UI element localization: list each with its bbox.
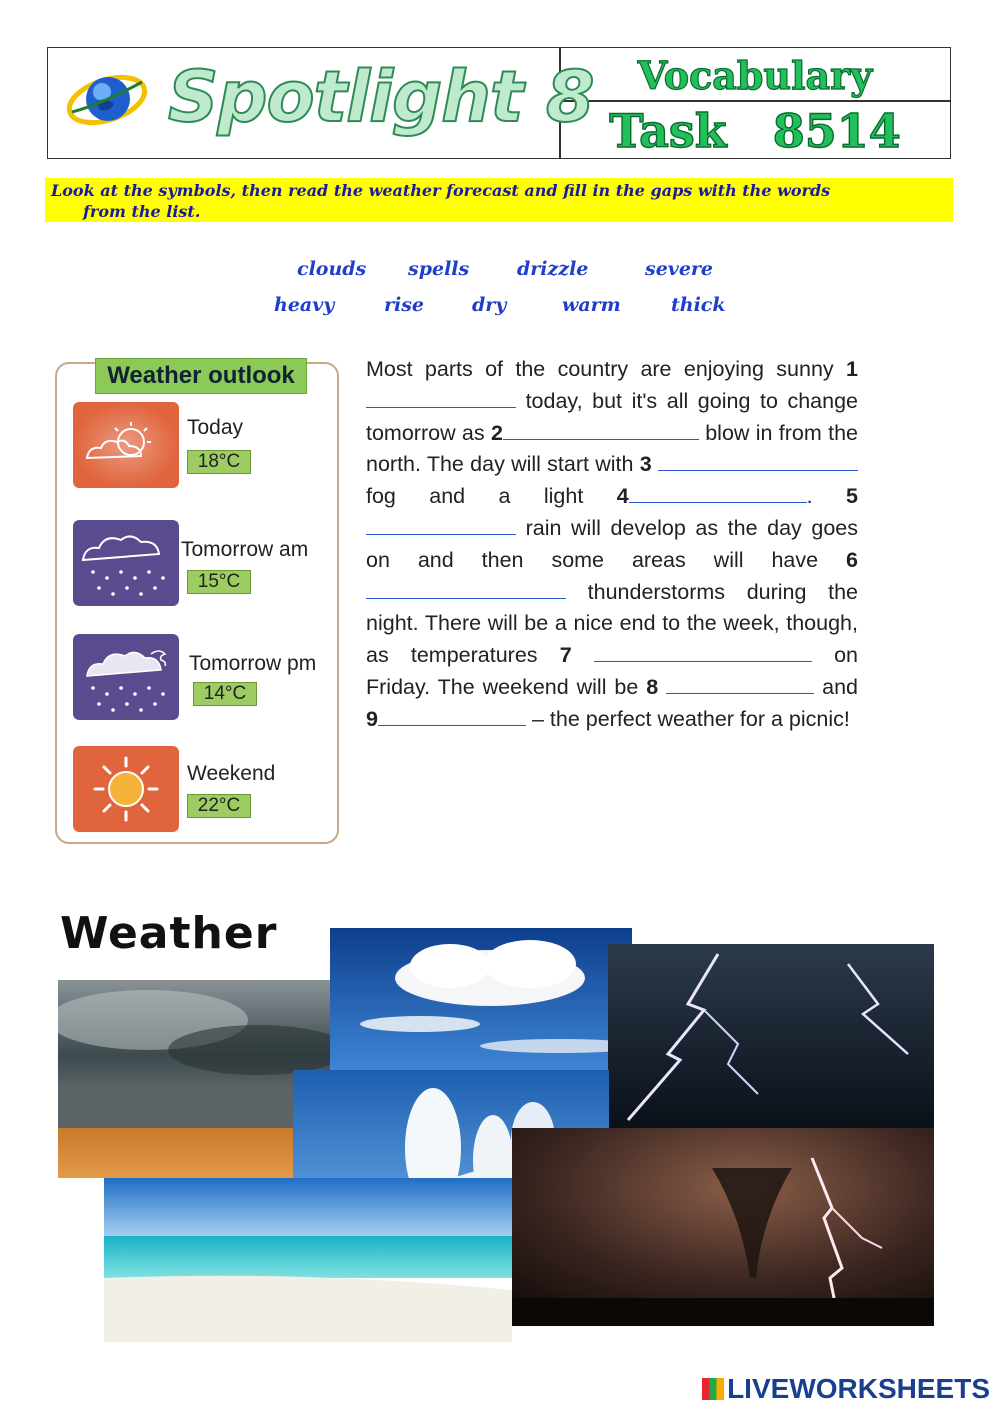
- weather-outlook-panel: [55, 362, 339, 844]
- sun-icon: [73, 746, 179, 832]
- gap-number-9: 9: [366, 706, 378, 731]
- task-title: [559, 101, 951, 159]
- gap-number-5: 5: [846, 484, 858, 509]
- forecast-paragraph: [366, 354, 858, 736]
- gap-4-input[interactable]: [629, 482, 807, 503]
- word-clouds: clouds: [297, 258, 367, 280]
- gap-number-1: 1: [846, 357, 859, 381]
- header-table: [47, 47, 951, 159]
- forecast-text-9: and: [822, 674, 858, 699]
- subject-title: Vocabulary: [637, 53, 873, 98]
- word-warm: warm: [562, 294, 621, 316]
- forecast-text-7: thunderstorms during the night. There will be a nice end to the week, though, as temperatures: [366, 579, 858, 668]
- globe-logo-icon: [66, 68, 148, 132]
- gap-number-3: 3: [639, 452, 652, 477]
- forecast-text-5: .: [806, 484, 813, 509]
- temp-badge-tomorrow-pm: 14°C: [193, 682, 257, 706]
- forecast-text-4: fog and a light: [366, 484, 584, 509]
- word-drizzle: drizzle: [517, 258, 589, 280]
- day-label-tomorrow-pm: Tomorrow pm: [189, 652, 317, 675]
- day-label-today: Today: [187, 416, 244, 439]
- instruction-line-1: Look at the symbols, then read the weather forecast and fill in the gaps with the words: [51, 181, 831, 200]
- forecast-text-2: today, but it's all going to change tomorrow as: [366, 388, 859, 445]
- gap-2-input[interactable]: [503, 419, 699, 440]
- gap-3-input[interactable]: [658, 450, 858, 471]
- temp-badge-today: 18°C: [187, 450, 251, 474]
- outlook-title: Weather outlook: [95, 358, 307, 394]
- gap-number-6: 6: [846, 547, 858, 572]
- rain-cloud-icon: [73, 520, 179, 606]
- word-heavy: heavy: [274, 294, 335, 316]
- gap-5-input[interactable]: [366, 514, 516, 535]
- forecast-text-10: – the perfect weather for a picnic!: [531, 706, 850, 731]
- task-label: Task: [609, 104, 727, 158]
- lightning-photo: [608, 944, 934, 1130]
- word-severe: severe: [645, 258, 714, 280]
- gap-8-input[interactable]: [666, 673, 814, 694]
- forecast-text-1: Most parts of the country are enjoying sunny: [366, 357, 834, 381]
- beach-photo: [104, 1178, 512, 1342]
- liveworksheets-logo: [702, 1373, 990, 1405]
- liveworksheets-mark-icon: [702, 1378, 724, 1400]
- word-thick: thick: [671, 294, 726, 316]
- word-rise: rise: [384, 294, 425, 316]
- gap-1-input[interactable]: [366, 387, 516, 408]
- word-dry: dry: [472, 294, 507, 316]
- temp-badge-weekend: 22°C: [187, 794, 251, 818]
- word-spells: spells: [408, 258, 470, 280]
- gap-number-4: 4: [616, 484, 629, 509]
- forecast-text-8: on Friday. The weekend will be: [366, 643, 859, 699]
- thunderstorm-icon: [73, 634, 179, 720]
- forecast-text-6: rain will develop as the day goes on and then some areas will have: [366, 515, 858, 572]
- white-clouds-photo: [330, 928, 632, 1072]
- gap-number-7: 7: [559, 643, 572, 668]
- temp-badge-tomorrow-am: 15°C: [187, 570, 251, 594]
- gap-9-input[interactable]: [378, 705, 526, 726]
- spotlight-logo: Spotlight 8: [168, 56, 594, 138]
- gap-7-input[interactable]: [594, 641, 812, 662]
- task-number: 8514: [772, 104, 901, 158]
- gap-number-8: 8: [646, 674, 659, 699]
- liveworksheets-brand: LIVEWORKSHEETS: [727, 1373, 990, 1404]
- instruction-line-2: from the list.: [83, 202, 201, 221]
- gap-number-2: 2: [490, 420, 503, 445]
- tornado-lightning-photo: [512, 1128, 934, 1326]
- storm-clouds-photo: [58, 980, 330, 1178]
- day-label-tomorrow-am: Tomorrow am: [181, 538, 309, 561]
- gap-6-input[interactable]: [366, 578, 566, 599]
- instruction-banner: [45, 178, 953, 222]
- day-label-weekend: Weekend: [187, 762, 276, 785]
- partly-cloudy-icon: [73, 402, 179, 488]
- gallery-title: Weather: [60, 908, 278, 959]
- forecast-text-3: blow in from the north. The day will start with: [366, 420, 858, 477]
